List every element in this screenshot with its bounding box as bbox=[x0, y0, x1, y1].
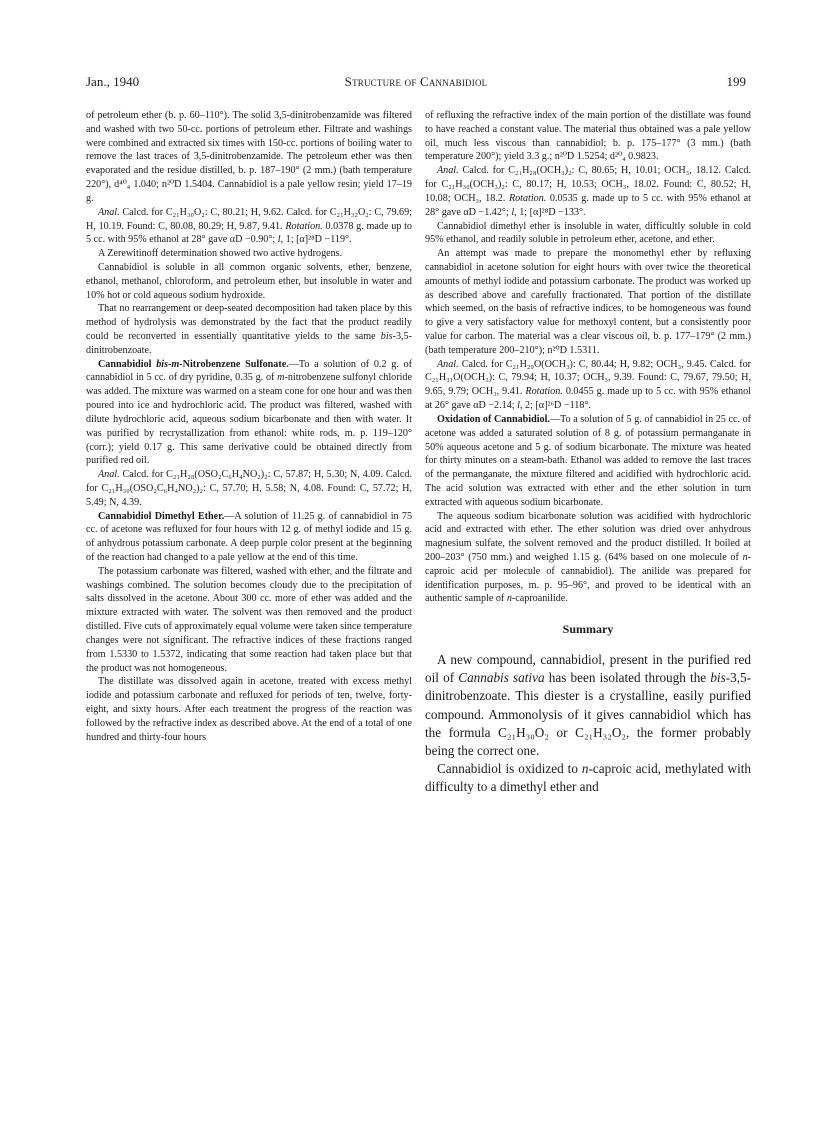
anal-label: Anal. bbox=[437, 358, 459, 370]
section-paragraph: Oxidation of Cannabidiol.—To a solution of 5 g. of cannabidiol in 25 cc. of acetone was added a saturated solution of 8 g. of potassium permanganate in 50% aqueous acetone and 5 g. of sodium bicarbonate. The mixture was heated for thirty minutes on a steam-bath. Ethanol was added to remove the last traces of the permanganate, the mixture filtered and acidified with hydrochloric acid. The acid solution was extracted with ether and the ether solution in turn extracted with aqueous sodium bicarbonate. bbox=[425, 413, 751, 508]
header-title: Structure of Cannabidiol bbox=[344, 74, 488, 89]
anal-label: Anal. bbox=[98, 206, 120, 218]
summary-paragraph: Cannabidiol is oxidized to n-caproic acid, methylated with difficulty to a dimethyl ether and bbox=[425, 761, 751, 795]
paragraph: The potassium carbonate was filtered, washed with ether, and the filtrate and washings combined. The solution becomes cloudy due to the precipitation of salts dissolved in the acetone. About 300 cc. more of ether was added and the mixture extracted with water. The solvent was then removed and the product distilled. Five cuts of approximately equal volume were taken since temperature changes were not significant. The refractive indices of these fractions ranged from 1.5330 to 1.5372, indicating that some reaction had taken place but that the product was not homogeneous. bbox=[86, 565, 412, 674]
summary-paragraph: A new compound, cannabidiol, present in the purified red oil of Cannabis sativa has been isolated through the bis-3,5-dinitrobenzoate. This diester is a crystalline, easily purified compound. Ammonolysis of it gives cannabidiol which has the formula C₂₁H₃₀O₂ or C₂₁H₃₂O₂, the former probably being the correct one. bbox=[425, 652, 751, 759]
section-paragraph: Cannabidiol Dimethyl Ether.—A solution of 11.25 g. of cannabidiol in 75 cc. of acetone was refluxed for four hours with 12 g. of methyl iodide and 15 g. of anhydrous potassium carbonate. A deep purple color present at the beginning of the reaction had changed to a pale yellow at the end of this time. bbox=[86, 510, 413, 563]
species-name: Cannabis sativa bbox=[458, 670, 545, 686]
paragraph: of refluxing the refractive index of the main portion of the distillate was found to have reached a constant value. The material thus obtained was a pale yellow oil, much less viscous than cannabidiol; b. p. 175–177° (3 mm.) (bath temperature 200°); yield 3.3 g.; n²⁰D 1.5254; d²⁰₄ 0.9823. bbox=[425, 110, 751, 163]
page-number: 199 bbox=[726, 74, 746, 89]
summary-section bbox=[425, 651, 751, 797]
summary-heading: Summary bbox=[562, 622, 614, 637]
header-date: Jan., 1940 bbox=[86, 74, 140, 89]
section-title: Cannabidiol Dimethyl Ether. bbox=[98, 510, 225, 522]
right-column bbox=[425, 109, 751, 797]
analysis-paragraph: Anal. Calcd. for C₂₁H₃₀O₂: C, 80.21; H, 9.62. Calcd. for C₂₁H₃₂O₂: C, 79.69; H, 10.19. Found: C, 80.08, 80.29; H, 9.87, 9.41. Rotation. 0.0378 g. made up to 5 cc. with 95% ethanol at 28° gave αD −0.90°; l, 1; [α]²⁸D −119°. bbox=[86, 206, 412, 246]
paragraph: The distillate was dissolved again in acetone, treated with excess methyl iodide and potassium carbonate and refluxed for periods of ten, twelve, forty-eight, and sixty hours. After each treatment the progress of the reaction was followed by the refractive index as described above. At the end of a total of one hundred and thirty-four hours bbox=[86, 676, 412, 743]
section-title: Cannabidiol bis-m-Nitrobenzene Sulfonate. bbox=[98, 358, 289, 370]
analysis-paragraph: Anal. Calcd. for C₂₁H₂₉O(OCH₃): C, 80.44; H, 9.82; OCH₃, 9.45. Calcd. for C₂₁H₃₁O(OCH₃): C, 79.94; H, 10.37; OCH₃, 9.39. Found: C, 79.67, 79.50; H, 9.65, 9.79; OCH₃, 9.41. Rotation. 0.0455 g. made up to 5 cc. with 95% ethanol at 26° gave αD −2.14; l, 2; [α]²⁶D −118°. bbox=[425, 358, 751, 412]
rotation-label: Rotation. bbox=[508, 192, 547, 204]
analysis-paragraph: Anal. Calcd. for C₂₁H₂₈(OCH₃)₂: C, 80.65; H, 10.01; OCH₃, 18.12. Calcd. for C₂₁H₃₀(OCH₃)₂: C, 80.17; H, 10.53; OCH₃, 18.02. Found: C, 80.52; H, 10.08; OCH₃, 18.2. Rotation. 0.0535 g. made up to 5 cc. with 95% ethanol at 28° gave αD −1.42°; l, 1; [α]²⁸D −133°. bbox=[425, 165, 751, 218]
analysis-paragraph: Anal. Calcd. for C₂₁H₂₈(OSO₂C₆H₄NO₂)₂: C, 57.87; H, 5.30; N, 4.09. Calcd. for C₂₁H₃₀(OSO₂C₆H₄NO₂)₂: C, 57.70; H, 5.58; N, 4.08. Found: C, 57.72; H, 5.49; N, 4.39. bbox=[86, 469, 412, 508]
paragraph: Cannabidiol is soluble in all common organic solvents, ether, benzene, ethanol, methanol, chloroform, and petroleum ether, but insoluble in water and 10% hot or cold aqueous sodium hydroxide. bbox=[86, 261, 412, 301]
left-column bbox=[86, 109, 412, 744]
running-header bbox=[86, 74, 746, 92]
rotation-label: Rotation. bbox=[285, 220, 323, 232]
paragraph: That no rearrangement or deep-seated decomposition had taken place by this method of hydrolysis was demonstrated by the fact that the product readily could be reconverted in essentially quantitative yields to the same bis-3,5-dinitrobenzoate. bbox=[86, 303, 412, 356]
paragraph: An attempt was made to prepare the monomethyl ether by refluxing cannabidiol in acetone solution for eight hours with over twice the theoretical amounts of methyl iodide and potassium carbonate. The product was worked up as described above and carefully fractionated. That portion of the distillate which seemed, on the basis of refractive indices, to be homogeneous was found to give a very satisfactory value for methoxyl content, but a consistently poor value for carbon. The material was a clear viscous oil, b. p. 177–179° (2 mm.) (bath temperature 200–210°); n²⁰D 1.5311. bbox=[425, 248, 751, 356]
section-paragraph: Cannabidiol bis-m-Nitrobenzene Sulfonate.—To a solution of 0.2 g. of cannabidiol in 5 cc. of dry pyridine, 0.35 g. of m-nitrobenzene sulfonyl chloride was added. The mixture was warmed on a steam cone for one hour and was then poured into ice and hydrochloric acid. The product was filtered, washed with dilute hydrochloric acid, aqueous sodium bicarbonate and then with water. It was purified by recrystallization from ethanol: white rods, m. p. 119–120° (corr.); yield 0.17 g. This same derivative could be obtained directly from purified red oil. bbox=[86, 358, 412, 467]
paragraph: A Zerewitinoff determination showed two active hydrogens. bbox=[98, 248, 343, 260]
rotation-label: Rotation. bbox=[525, 386, 563, 398]
paragraph: of petroleum ether (b. p. 60–110°). The solid 3,5-dinitrobenzamide was filtered and washed with two 50-cc. portions of petroleum ether. Filtrate and washings were combined and extracted six times with 150-cc. portions of boiling water to remove the last traces of 3,5-dinitrobenzamide. The petroleum ether was then evaporated and the residue distilled, b. p. 187–190° (2 mm.) (bath temperature 220°), d⁴⁰₄ 1.040; n²⁰D 1.5404. Cannabidiol is a pale yellow resin; yield 17–19 g. bbox=[86, 110, 412, 204]
anal-label: Anal. bbox=[98, 469, 120, 481]
anal-label: Anal. bbox=[437, 165, 459, 177]
paragraph: The aqueous sodium bicarbonate solution was acidified with hydrochloric acid and extracted with ether. The ether solution was dried over anhydrous magnesium sulfate, the solvent removed and the product distilled. It boiled at 200–203° (750 mm.) and weighed 1.15 g. (64% based on one molecule of n-caproic acid per molecule of cannabidiol). The anilide was prepared for identification purposes, m. p. 95–96°, and proved to be identical with an authentic sample of n-caproanilide. bbox=[425, 510, 751, 605]
section-title: Oxidation of Cannabidiol. bbox=[437, 413, 550, 425]
paragraph: Cannabidiol dimethyl ether is insoluble in water, difficultly soluble in cold 95% ethanol, and readily soluble in petroleum ether, acetone, and ether. bbox=[425, 220, 751, 246]
